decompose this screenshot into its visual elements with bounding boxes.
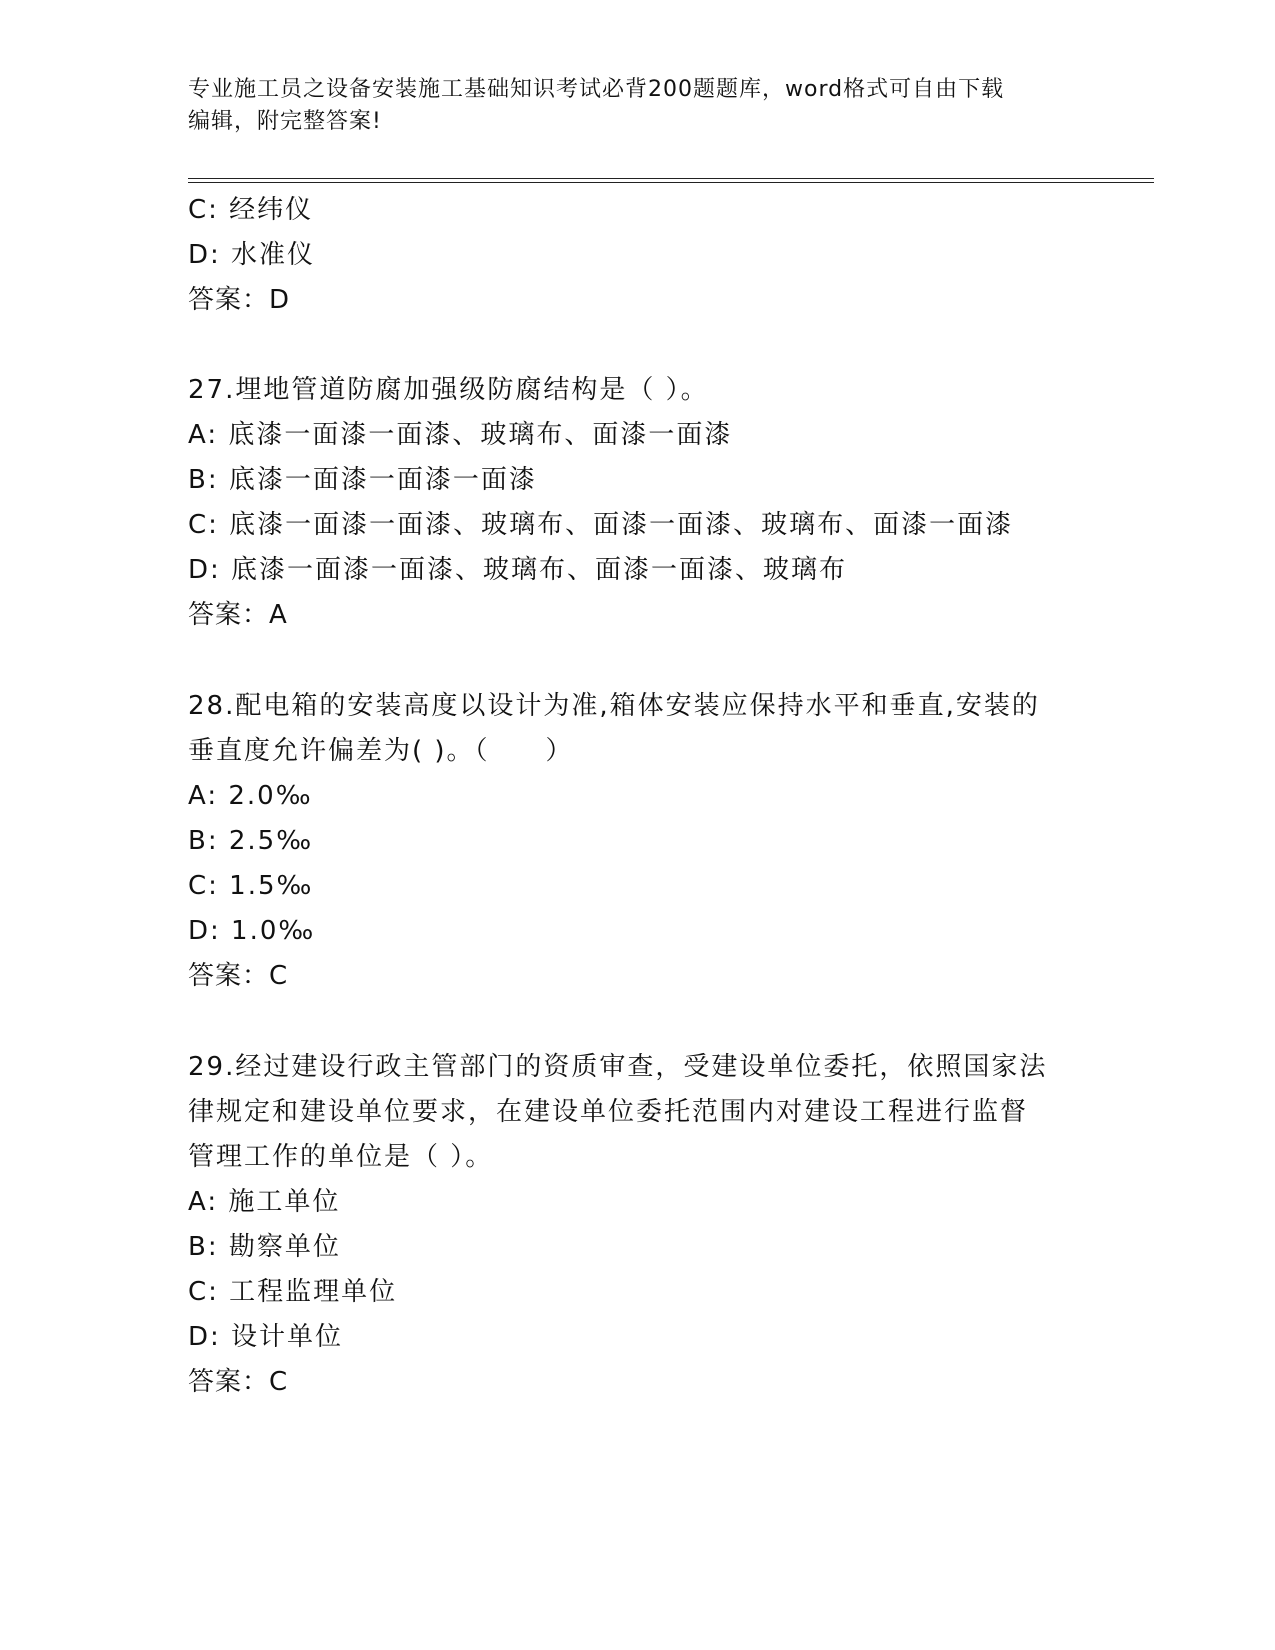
q29-stem-line-2: 律规定和建设单位要求，在建设单位委托范围内对建设工程进行监督 bbox=[188, 1097, 1029, 1127]
q29-option-c: C: 工程监理单位 bbox=[188, 1277, 398, 1307]
q27-stem: 27.埋地管道防腐加强级防腐结构是（ ）。 bbox=[188, 375, 709, 405]
q29-option-a: A: 施工单位 bbox=[188, 1187, 341, 1217]
q28-option-a: A: 2.0‰ bbox=[188, 781, 313, 811]
q29-option-d: D: 设计单位 bbox=[188, 1322, 344, 1352]
q29-option-b: B: 勘察单位 bbox=[188, 1232, 341, 1262]
q28-option-c: C: 1.5‰ bbox=[188, 871, 314, 901]
q26-option-d: D: 水准仪 bbox=[188, 240, 316, 270]
q28-option-d: D: 1.0‰ bbox=[188, 916, 316, 946]
q27-option-d: D: 底漆一面漆一面漆、玻璃布、面漆一面漆、玻璃布 bbox=[188, 555, 848, 585]
q26-answer: 答案：D bbox=[188, 285, 291, 315]
q29-stem-line-3: 管理工作的单位是（ ）。 bbox=[188, 1142, 494, 1172]
header-divider bbox=[188, 178, 1154, 183]
page-header bbox=[188, 74, 1088, 138]
q27-option-a: A: 底漆一面漆一面漆、玻璃布、面漆一面漆 bbox=[188, 420, 733, 450]
q29-answer: 答案：C bbox=[188, 1367, 289, 1397]
q28-stem-line-2: 垂直度允许偏差为( )。（ ） bbox=[188, 736, 574, 766]
q26-option-c: C: 经纬仪 bbox=[188, 195, 314, 225]
q29-stem-line-1: 29.经过建设行政主管部门的资质审查，受建设单位委托，依照国家法 bbox=[188, 1052, 1048, 1082]
header-title-line-2: 编辑，附完整答案! bbox=[188, 109, 382, 134]
q28-answer: 答案：C bbox=[188, 961, 289, 991]
header-title-line-1: 专业施工员之设备安装施工基础知识考试必背200题题库，word格式可自由下载 bbox=[188, 77, 1005, 102]
q27-option-b: B: 底漆一面漆一面漆一面漆 bbox=[188, 465, 537, 495]
q27-option-c: C: 底漆一面漆一面漆、玻璃布、面漆一面漆、玻璃布、面漆一面漆 bbox=[188, 510, 1014, 540]
q28-stem-line-1: 28.配电箱的安装高度以设计为准,箱体安装应保持水平和垂直,安装的 bbox=[188, 691, 1040, 721]
q28-option-b: B: 2.5‰ bbox=[188, 826, 314, 856]
q27-answer: 答案：A bbox=[188, 600, 288, 630]
